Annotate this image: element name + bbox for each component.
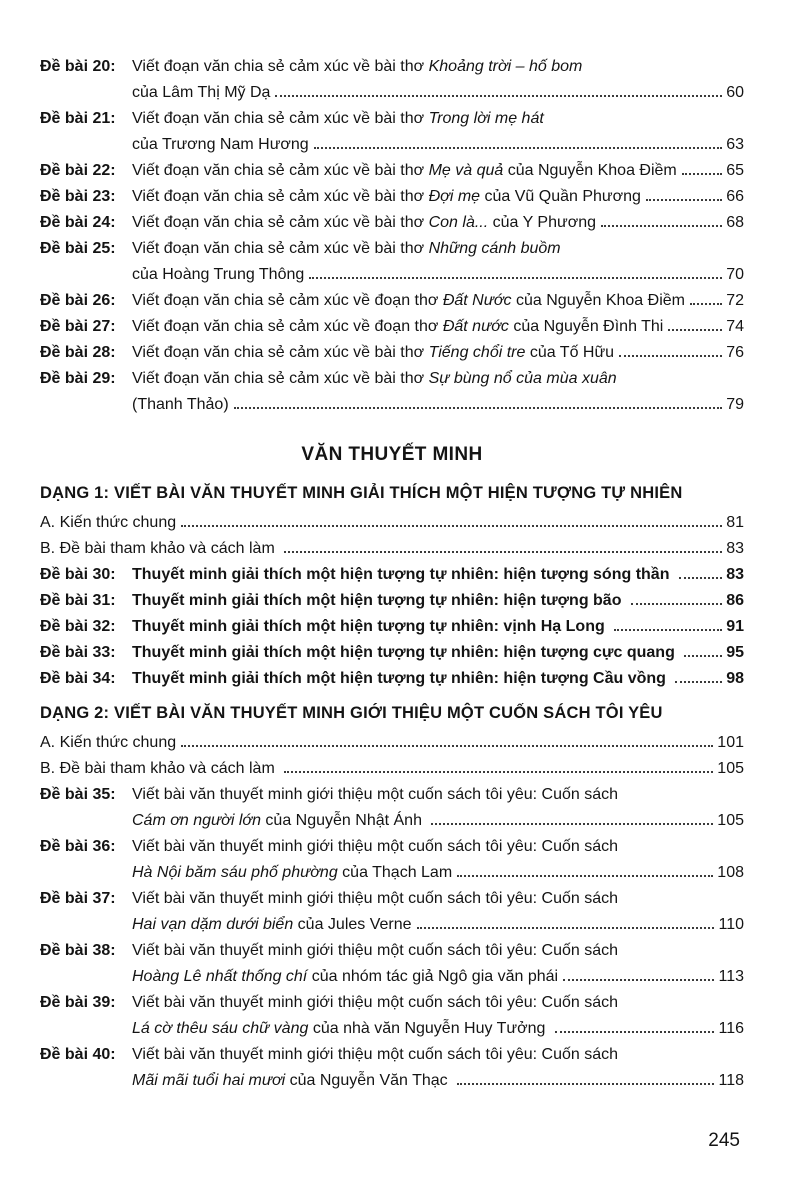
toc-line (132, 860, 744, 886)
entry-label: Đề bài 37: (40, 890, 116, 907)
toc-line (132, 834, 744, 860)
work-title: Hoàng Lê nhất thống chí (132, 968, 308, 985)
toc-entry (40, 756, 744, 782)
toc-line (132, 614, 744, 640)
section-title: VĂN THUYẾT MINH (301, 444, 483, 465)
entry-body (132, 158, 744, 184)
work-title: Hà Nội băm sáu phố phường (132, 864, 338, 881)
entry-text: của Nguyễn Nhật Ánh (260, 812, 427, 829)
dot-leader (555, 1031, 715, 1033)
dot-leader (668, 329, 722, 331)
entry-label: Đề bài 32: (40, 618, 116, 635)
toc-line (132, 288, 744, 314)
subsection-heading: DẠNG 1: VIẾT BÀI VĂN THUYẾT MINH GIẢI THÍCH MỘT HIỆN TƯỢNG TỰ NHIÊN (40, 484, 683, 502)
dot-leader (314, 147, 723, 149)
entry-body (132, 366, 744, 418)
dot-leader (417, 927, 715, 929)
page-ref: 70 (726, 266, 744, 283)
toc-line (132, 392, 744, 418)
entry-text: Viết đoạn văn chia sẻ cảm xúc về đoạn thơ (132, 292, 443, 309)
toc-line (132, 912, 744, 938)
page-ref: 98 (726, 670, 744, 687)
toc-entry (40, 536, 744, 562)
toc-line (132, 640, 744, 666)
entry-label: Đề bài 22: (40, 162, 116, 179)
toc-line (132, 782, 744, 808)
page-ref: 101 (717, 734, 744, 751)
toc-entry (40, 938, 744, 990)
entry-body (132, 990, 744, 1042)
entry-text: Viết đoạn văn chia sẻ cảm xúc về bài thơ (132, 240, 429, 257)
page-ref: 86 (726, 592, 744, 609)
page-ref: 68 (726, 214, 744, 231)
entry-text: Viết đoạn văn chia sẻ cảm xúc về đoạn thơ (132, 318, 443, 335)
entry-text: của Y Phương (488, 214, 596, 231)
subsection-heading: DẠNG 2: VIẾT BÀI VĂN THUYẾT MINH GIỚI THIỆU MỘT CUỐN SÁCH TÔI YÊU (40, 704, 663, 722)
toc-line (132, 990, 744, 1016)
toc-entry (40, 1042, 744, 1094)
work-title: Con là... (428, 214, 489, 231)
toc-line (132, 106, 744, 132)
page-ref: 79 (726, 396, 744, 413)
entry-body (132, 184, 744, 210)
toc-entry (40, 834, 744, 886)
work-title: Những cánh buồm (428, 240, 561, 257)
dot-leader (682, 173, 722, 175)
dot-leader (275, 95, 722, 97)
entry-label: Đề bài 35: (40, 786, 116, 803)
entry-label: Đề bài 21: (40, 110, 116, 127)
entry-body (132, 614, 744, 640)
page-ref: 83 (726, 540, 744, 557)
entry-body (132, 236, 744, 288)
work-title: Khoảng trời – hố bom (428, 58, 583, 75)
toc-entry (40, 666, 744, 692)
entry-text: Viết bài văn thuyết minh giới thiệu một cuốn sách tôi yêu: Cuốn sách (132, 994, 619, 1011)
toc-line (132, 886, 744, 912)
entry-label: Đề bài 20: (40, 58, 116, 75)
toc-line (132, 132, 744, 158)
entry-text: của Trương Nam Hương (132, 136, 309, 153)
page-ref: 83 (726, 566, 744, 583)
work-title: Sự bùng nổ của mùa xuân (428, 370, 617, 387)
toc-line (132, 808, 744, 834)
toc-entry (40, 210, 744, 236)
toc-line (132, 1068, 744, 1094)
dot-leader (457, 875, 713, 877)
toc-line (40, 756, 744, 782)
work-title: Đất Nước (442, 292, 512, 309)
work-title: Lá cờ thêu sáu chữ vàng (132, 1020, 309, 1037)
page-ref: 60 (726, 84, 744, 101)
toc-line (132, 158, 744, 184)
dot-leader (284, 771, 713, 773)
page-ref: 105 (717, 812, 744, 829)
entry-text: (Thanh Thảo) (132, 396, 229, 413)
toc-entry (40, 366, 744, 418)
entry-body (40, 510, 744, 536)
page-ref: 95 (726, 644, 744, 661)
toc-line (132, 184, 744, 210)
entry-text: Viết đoạn văn chia sẻ cảm xúc về bài thơ (132, 162, 429, 179)
toc-line (132, 666, 744, 692)
entry-label: Đề bài 39: (40, 994, 116, 1011)
entry-text: của Lâm Thị Mỹ Dạ (132, 84, 271, 101)
entry-text: Thuyết minh giải thích một hiện tượng tự nhiên: hiện tượng cực quang (132, 644, 680, 661)
entry-body (40, 756, 744, 782)
entry-text: Thuyết minh giải thích một hiện tượng tự nhiên: hiện tượng bão (132, 592, 626, 609)
entry-text: Viết bài văn thuyết minh giới thiệu một cuốn sách tôi yêu: Cuốn sách (132, 838, 619, 855)
toc-line (132, 938, 744, 964)
entry-text: của Jules Verne (293, 916, 412, 933)
toc-entry (40, 640, 744, 666)
toc-entry (40, 158, 744, 184)
dot-leader (619, 355, 722, 357)
toc-line (40, 536, 744, 562)
entry-body (132, 834, 744, 886)
entry-label: Đề bài 40: (40, 1046, 116, 1063)
entry-text: của Nguyễn Văn Thạc (285, 1072, 453, 1089)
entry-text: của Nguyễn Đình Thi (508, 318, 664, 335)
entry-label: Đề bài 33: (40, 644, 116, 661)
page-ref: 118 (718, 1072, 744, 1089)
entry-text: B. Đề bài tham khảo và cách làm (40, 760, 280, 777)
toc-line (132, 314, 744, 340)
work-title: Đất nước (442, 318, 509, 335)
entry-text: của Tố Hữu (525, 344, 615, 361)
entry-text: Viết đoạn văn chia sẻ cảm xúc về bài thơ (132, 370, 429, 387)
entry-text: của Nguyễn Khoa Điềm (511, 292, 685, 309)
toc-entry (40, 588, 744, 614)
entry-text: Viết bài văn thuyết minh giới thiệu một cuốn sách tôi yêu: Cuốn sách (132, 890, 619, 907)
dot-leader (431, 823, 713, 825)
toc-entry (40, 730, 744, 756)
entry-text: Viết bài văn thuyết minh giới thiệu một cuốn sách tôi yêu: Cuốn sách (132, 942, 619, 959)
dot-leader (563, 979, 714, 981)
work-title: Cám ơn người lớn (132, 812, 261, 829)
entry-text: Thuyết minh giải thích một hiện tượng tự nhiên: vịnh Hạ Long (132, 618, 610, 635)
entry-text: Viết đoạn văn chia sẻ cảm xúc về bài thơ (132, 110, 429, 127)
entry-text: A. Kiến thức chung (40, 734, 177, 751)
dot-leader (181, 525, 722, 527)
page-ref: 72 (726, 292, 744, 309)
entry-body (40, 730, 744, 756)
page-ref: 81 (726, 514, 744, 531)
entry-body (132, 1042, 744, 1094)
entry-body (132, 588, 744, 614)
entry-label: Đề bài 25: (40, 240, 116, 257)
dot-leader (234, 407, 723, 409)
entry-text: của nhóm tác giả Ngô gia văn phái (307, 968, 559, 985)
dot-leader (614, 629, 722, 631)
toc-line (132, 964, 744, 990)
entry-body (132, 340, 744, 366)
toc-entry (40, 990, 744, 1042)
entry-body (40, 536, 744, 562)
entry-text: A. Kiến thức chung (40, 514, 177, 531)
entry-text: Viết bài văn thuyết minh giới thiệu một cuốn sách tôi yêu: Cuốn sách (132, 786, 619, 803)
page-ref: 110 (718, 916, 744, 933)
entry-label: Đề bài 27: (40, 318, 116, 335)
dot-leader (690, 303, 722, 305)
entry-body (132, 210, 744, 236)
entry-text: Viết đoạn văn chia sẻ cảm xúc về bài thơ (132, 188, 429, 205)
toc-line (132, 1016, 744, 1042)
work-title: Hai vạn dặm dưới biển (132, 916, 294, 933)
toc-line (132, 366, 744, 392)
entry-body (132, 106, 744, 158)
dot-leader (646, 199, 722, 201)
entry-text: Viết đoạn văn chia sẻ cảm xúc về bài thơ (132, 58, 429, 75)
dot-leader (679, 577, 722, 579)
entry-text: của Thạch Lam (337, 864, 453, 881)
dot-leader (284, 551, 722, 553)
work-title: Đợi mẹ (428, 188, 481, 205)
dot-leader (457, 1083, 714, 1085)
page-ref: 108 (717, 864, 744, 881)
entry-body (132, 288, 744, 314)
page-ref: 113 (718, 968, 744, 985)
entry-body (132, 782, 744, 834)
entry-text: Thuyết minh giải thích một hiện tượng tự nhiên: hiện tượng Cầu vồng (132, 670, 671, 687)
toc-entry (40, 886, 744, 938)
entry-text: Viết bài văn thuyết minh giới thiệu một cuốn sách tôi yêu: Cuốn sách (132, 1046, 619, 1063)
entry-text: của nhà văn Nguyễn Huy Tưởng (308, 1020, 550, 1037)
entry-label: Đề bài 31: (40, 592, 116, 609)
toc-entry (40, 288, 744, 314)
dot-leader (675, 681, 722, 683)
toc-line (40, 730, 744, 756)
page-ref: 74 (726, 318, 744, 335)
toc-entry (40, 236, 744, 288)
entry-label: Đề bài 36: (40, 838, 116, 855)
entry-label: Đề bài 29: (40, 370, 116, 387)
entry-label: Đề bài 38: (40, 942, 116, 959)
toc-line (132, 1042, 744, 1068)
work-title: Tiếng chổi tre (428, 344, 526, 361)
page-ref: 65 (726, 162, 744, 179)
entry-body (132, 640, 744, 666)
toc-entry (40, 562, 744, 588)
toc-line (132, 262, 744, 288)
dot-leader (684, 655, 722, 657)
dot-leader (631, 603, 722, 605)
dot-leader (181, 745, 713, 747)
dot-leader (309, 277, 722, 279)
entry-body (132, 938, 744, 990)
entry-body (132, 314, 744, 340)
toc-content (40, 54, 744, 1094)
entry-text: của Hoàng Trung Thông (132, 266, 305, 283)
entry-label: Đề bài 28: (40, 344, 116, 361)
toc-line (132, 54, 744, 80)
page-number: 245 (708, 1130, 740, 1151)
toc-entry (40, 510, 744, 536)
entry-body (132, 886, 744, 938)
entry-body (132, 562, 744, 588)
page-ref: 76 (726, 344, 744, 361)
toc-entry (40, 614, 744, 640)
entry-body (132, 666, 744, 692)
entry-body (132, 54, 744, 106)
toc-entry (40, 314, 744, 340)
page-ref: 105 (717, 760, 744, 777)
entry-label: Đề bài 23: (40, 188, 116, 205)
page-ref: 116 (718, 1020, 744, 1037)
entry-label: Đề bài 30: (40, 566, 116, 583)
entry-text: B. Đề bài tham khảo và cách làm (40, 540, 280, 557)
entry-text: Viết đoạn văn chia sẻ cảm xúc về bài thơ (132, 214, 429, 231)
toc-line (132, 588, 744, 614)
entry-text: Thuyết minh giải thích một hiện tượng tự nhiên: hiện tượng sóng thần (132, 566, 674, 583)
toc-entry (40, 54, 744, 106)
toc-entry (40, 106, 744, 158)
work-title: Trong lời mẹ hát (428, 110, 544, 127)
entry-label: Đề bài 34: (40, 670, 116, 687)
toc-line (132, 236, 744, 262)
entry-text: của Vũ Quần Phương (480, 188, 641, 205)
toc-line (132, 210, 744, 236)
entry-label: Đề bài 24: (40, 214, 116, 231)
entry-text: của Nguyễn Khoa Điềm (503, 162, 677, 179)
toc-line (40, 510, 744, 536)
toc-line (132, 80, 744, 106)
toc-line (132, 562, 744, 588)
entry-text: Viết đoạn văn chia sẻ cảm xúc về bài thơ (132, 344, 429, 361)
work-title: Mẹ và quả (428, 162, 504, 179)
work-title: Mãi mãi tuổi hai mươi (132, 1072, 286, 1089)
entry-label: Đề bài 26: (40, 292, 116, 309)
page-ref: 63 (726, 136, 744, 153)
toc-line (132, 340, 744, 366)
toc-entry (40, 340, 744, 366)
page-ref: 66 (726, 188, 744, 205)
dot-leader (601, 225, 722, 227)
page-ref: 91 (726, 618, 744, 635)
toc-entry (40, 184, 744, 210)
toc-entry (40, 782, 744, 834)
